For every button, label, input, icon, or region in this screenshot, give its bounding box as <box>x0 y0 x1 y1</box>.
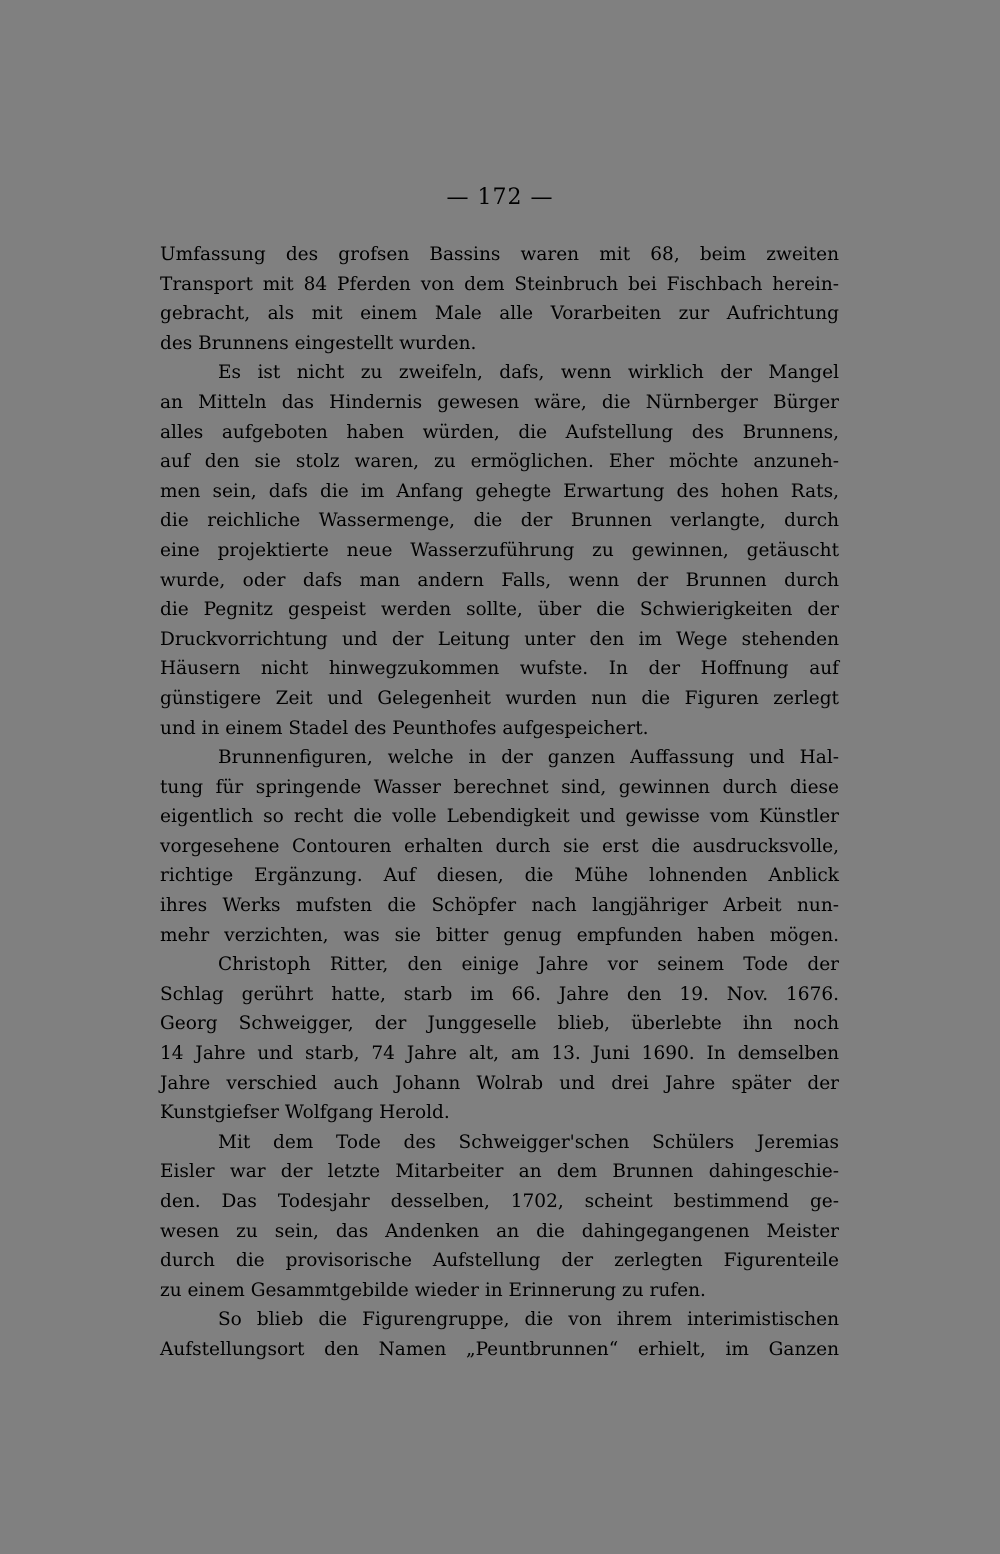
text-line: richtige Ergänzung. Auf diesen, die Mühe lohnenden Anblick <box>160 865 839 887</box>
text-line: Transport mit 84 Pferden von dem Steinbruch bei Fischbach herein- <box>160 273 839 295</box>
text-line: zu einem Gesammtgebilde wieder in Erinnerung zu rufen. <box>160 1279 706 1301</box>
text-line: Georg Schweigger, der Junggeselle blieb, überlebte ihn noch <box>160 1013 839 1035</box>
text-line: die Pegnitz gespeist werden sollte, über die Schwierigkeiten der <box>160 599 839 621</box>
text-line: eigentlich so recht die volle Lebendigkeit und gewisse vom Künstler <box>160 806 839 828</box>
page-number: — 172 — <box>446 185 554 210</box>
text-line: Eisler war der letzte Mitarbeiter an dem Brunnen dahingeschie- <box>160 1161 839 1183</box>
text-line: wesen zu sein, das Andenken an die dahingegangenen Meister <box>160 1220 839 1242</box>
text-line: alles aufgeboten haben würden, die Aufstellung des Brunnens, <box>160 421 839 443</box>
text-line: 14 Jahre und starb, 74 Jahre alt, am 13. Juni 1690. In demselben <box>160 1043 839 1065</box>
text-line: tung für springende Wasser berechnet sind, gewinnen durch diese <box>160 776 839 798</box>
paragraph-start-line: Mit dem Tode des Schweigger'schen Schülers Jeremias <box>218 1131 839 1153</box>
paragraph-start-line: So blieb die Figurengruppe, die von ihrem interimistischen <box>218 1309 839 1331</box>
text-line: Jahre verschied auch Johann Wolrab und drei Jahre später der <box>160 1072 839 1094</box>
text-line: Schlag gerührt hatte, starb im 66. Jahre den 19. Nov. 1676. <box>160 983 839 1005</box>
text-line: durch die provisorische Aufstellung der zerlegten Figurenteile <box>160 1250 839 1272</box>
text-line: Kunstgiefser Wolfgang Herold. <box>160 1102 450 1124</box>
text-line: ihres Werks mufsten die Schöpfer nach langjähriger Arbeit nun- <box>160 895 839 917</box>
text-line: den. Das Todesjahr desselben, 1702, scheint bestimmend ge- <box>160 1191 839 1212</box>
text-line: vorgesehene Contouren erhalten durch sie erst die ausdrucksvolle, <box>160 835 839 857</box>
text-line: Umfassung des grofsen Bassins waren mit 68, beim zweiten <box>160 244 839 265</box>
text-line: an Mitteln das Hindernis gewesen wäre, die Nürnberger Bürger <box>160 391 839 413</box>
text-line: des Brunnens eingestellt wurden. <box>160 332 477 354</box>
text-line: mehr verzichten, was sie bitter genug empfunden haben mögen. <box>160 924 839 946</box>
text-line: und in einem Stadel des Peunthofes aufgespeichert. <box>160 717 649 739</box>
text-line: eine projektierte neue Wasserzuführung zu gewinnen, getäuscht <box>160 539 839 561</box>
text-line: auf den sie stolz waren, zu ermöglichen. Eher möchte anzuneh- <box>160 451 839 473</box>
paragraph-start-line: Es ist nicht zu zweifeln, dafs, wenn wirklich der Mangel <box>218 362 839 384</box>
paragraph-start-line: Brunnenfiguren, welche in der ganzen Auffassung und Hal- <box>218 747 839 769</box>
text-line: günstigere Zeit und Gelegenheit wurden nun die Figuren zerlegt <box>160 687 839 709</box>
text-line: gebracht, als mit einem Male alle Vorarbeiten zur Aufrichtung <box>160 303 839 325</box>
text-line: men sein, dafs die im Anfang gehegte Erwartung des hohen Rats, <box>160 480 839 502</box>
body-text <box>160 240 839 1365</box>
text-line: Aufstellungsort den Namen „Peuntbrunnen“ erhielt, im Ganzen <box>160 1338 839 1360</box>
text-line: Druckvorrichtung und der Leitung unter den im Wege stehenden <box>160 628 839 650</box>
paragraph-start-line: Christoph Ritter, den einige Jahre vor seinem Tode der <box>218 954 839 976</box>
text-line: Häusern nicht hinwegzukommen wufste. In der Hoffnung auf <box>160 658 839 680</box>
text-line: wurde, oder dafs man andern Falls, wenn der Brunnen durch <box>160 569 839 591</box>
text-line: die reichliche Wassermenge, die der Brunnen verlangte, durch <box>160 510 839 532</box>
